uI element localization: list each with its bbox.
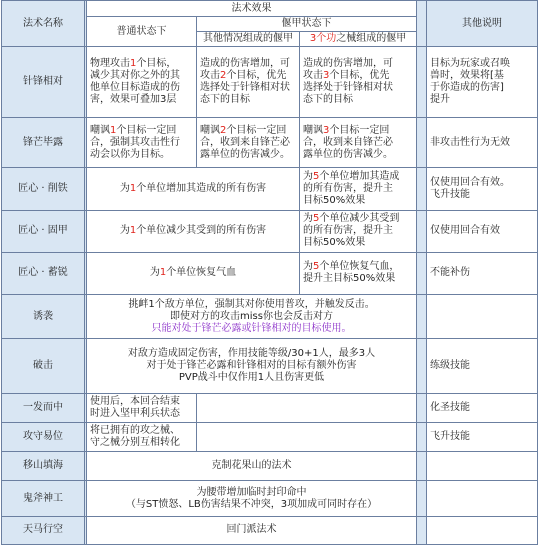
text-fragment: 个目标，优先 bbox=[226, 70, 287, 82]
count-highlight: 5 bbox=[313, 170, 320, 182]
spell-note bbox=[427, 423, 538, 452]
count-highlight: 1 bbox=[110, 124, 117, 136]
text-line bbox=[90, 425, 193, 437]
text-line bbox=[303, 149, 413, 161]
text-fragment: 提升 bbox=[430, 94, 451, 106]
text-line bbox=[90, 70, 193, 82]
text-line bbox=[90, 460, 413, 472]
spell-row bbox=[2, 452, 538, 481]
text-fragment: 合，收到来自锋芒必 bbox=[303, 136, 393, 148]
effect-all-states bbox=[87, 339, 417, 393]
text-fragment: 目标50%效果 bbox=[303, 237, 366, 249]
text-line bbox=[303, 183, 413, 195]
gap-column bbox=[417, 295, 427, 339]
text-line bbox=[430, 177, 534, 189]
text-fragment: 露单位的伤害减少。 bbox=[303, 148, 393, 160]
count-highlight: 1 bbox=[129, 182, 137, 194]
text-line bbox=[303, 195, 413, 207]
spell-note bbox=[427, 47, 538, 118]
text-line bbox=[90, 58, 193, 70]
text-line bbox=[90, 360, 413, 372]
text-line bbox=[303, 261, 413, 273]
text-fragment: 为 bbox=[303, 213, 313, 225]
effect-combo3 bbox=[300, 47, 417, 118]
effect-normal-and-other bbox=[87, 252, 300, 294]
text-fragment: 动会以你为目标。 bbox=[90, 148, 170, 160]
spell-note bbox=[427, 452, 538, 481]
gap-column bbox=[417, 210, 427, 252]
spell-note bbox=[427, 168, 538, 210]
spell-name: 移山填海 bbox=[2, 452, 85, 481]
header-combo-state: 偃甲状态下 bbox=[197, 17, 417, 32]
spell-note bbox=[427, 117, 538, 167]
spell-row bbox=[2, 423, 538, 452]
spell-row bbox=[2, 516, 538, 544]
spell-note bbox=[427, 393, 538, 422]
text-line bbox=[430, 94, 534, 106]
text-fragment: 于你造成的伤害] bbox=[430, 82, 504, 94]
text-fragment: 对于处于锋芒必露和针锋相对的目标有额外伤害 bbox=[146, 360, 357, 372]
spell-note bbox=[427, 295, 538, 339]
text-line bbox=[303, 58, 413, 70]
text-fragment: 为 bbox=[119, 225, 130, 237]
text-fragment: 造成的伤害增加，可 bbox=[200, 58, 290, 70]
spell-note bbox=[427, 210, 538, 252]
text-line bbox=[430, 58, 534, 70]
text-fragment: 嘲讽 bbox=[90, 124, 110, 136]
text-fragment: 嘲讽 bbox=[303, 124, 323, 136]
gap-column bbox=[417, 252, 427, 294]
count-highlight: 2 bbox=[220, 124, 227, 136]
text-line bbox=[90, 323, 413, 335]
text-line bbox=[303, 171, 413, 183]
text-line bbox=[90, 396, 193, 408]
text-fragment: 个目标一定回 bbox=[116, 124, 177, 136]
spell-table bbox=[1, 0, 538, 545]
text-line bbox=[90, 225, 296, 237]
effect-other-puppet bbox=[197, 117, 300, 167]
text-line bbox=[430, 402, 534, 414]
gap-column bbox=[417, 339, 427, 393]
effect-empty bbox=[197, 423, 417, 452]
effect-normal bbox=[87, 117, 197, 167]
header-combo3-count: 3个功 bbox=[309, 33, 337, 45]
text-line bbox=[200, 82, 296, 94]
text-line bbox=[430, 360, 534, 372]
text-fragment: 为腰带增加临时封印命中 bbox=[196, 486, 307, 498]
gap-column bbox=[417, 1, 427, 47]
text-fragment: 嘲讽 bbox=[200, 124, 220, 136]
text-line bbox=[430, 267, 534, 279]
text-fragment: 合，强制其攻击性行 bbox=[90, 136, 180, 148]
text-fragment: 攻击 bbox=[200, 70, 220, 82]
header-effect: 法术效果 bbox=[87, 1, 417, 17]
effect-combo3 bbox=[300, 168, 417, 210]
count-highlight: 1 bbox=[159, 267, 167, 279]
text-fragment: 时进入坚甲利兵状态 bbox=[90, 407, 180, 419]
count-highlight: 1 bbox=[129, 225, 137, 237]
text-fragment: 非攻击性行为无效 bbox=[430, 136, 511, 148]
text-line bbox=[90, 437, 193, 449]
text-line bbox=[90, 149, 193, 161]
text-line bbox=[200, 58, 296, 70]
text-fragment: 兽时，效果将[基 bbox=[430, 70, 504, 82]
text-fragment: 提升主目标50%效果 bbox=[303, 273, 396, 285]
effect-normal bbox=[87, 47, 197, 118]
text-line bbox=[90, 487, 413, 499]
text-fragment: 仅使用回合有效。 bbox=[430, 176, 511, 188]
text-line bbox=[430, 431, 534, 443]
spell-row bbox=[2, 252, 538, 294]
text-fragment: 对敌方造成固定伤害，作用技能等级/30+1人，最多3人 bbox=[127, 348, 376, 360]
gap-column bbox=[417, 516, 427, 544]
header-row-1 bbox=[2, 1, 538, 17]
text-line bbox=[303, 125, 413, 137]
count-highlight: 3 bbox=[323, 124, 330, 136]
text-fragment: 克制花果山的法术 bbox=[211, 460, 292, 472]
text-fragment: 个单位减少其受到的所有伤害 bbox=[136, 225, 267, 237]
text-fragment: 选择处于针锋相对状 bbox=[200, 82, 290, 94]
text-line bbox=[90, 183, 296, 195]
text-fragment: 回门派法术 bbox=[226, 524, 277, 536]
text-fragment: 飞升技能 bbox=[430, 188, 471, 200]
text-line bbox=[90, 348, 413, 360]
gap-column bbox=[417, 452, 427, 481]
count-highlight: 3 bbox=[323, 70, 330, 82]
spell-row bbox=[2, 210, 538, 252]
text-line bbox=[200, 94, 296, 106]
count-highlight: 5 bbox=[313, 261, 320, 273]
text-line bbox=[430, 82, 534, 94]
text-line bbox=[90, 137, 193, 149]
text-line bbox=[430, 137, 534, 149]
text-line bbox=[430, 225, 534, 237]
text-fragment: 飞升技能 bbox=[430, 431, 471, 443]
text-line bbox=[90, 82, 193, 94]
text-fragment: 目标50%效果 bbox=[303, 194, 366, 206]
text-line bbox=[303, 237, 413, 249]
text-fragment: 为 bbox=[303, 170, 313, 182]
effect-combo3 bbox=[300, 252, 417, 294]
effect-all-states bbox=[87, 516, 417, 544]
spell-row bbox=[2, 168, 538, 210]
spell-row bbox=[2, 339, 538, 393]
text-fragment: 不能补伤 bbox=[430, 267, 471, 279]
text-line bbox=[90, 94, 193, 106]
text-fragment: 露单位的伤害减少。 bbox=[200, 148, 290, 160]
header-normal-state: 普通状态下 bbox=[87, 17, 197, 47]
header-notes: 其他说明 bbox=[427, 1, 538, 47]
spell-row bbox=[2, 295, 538, 339]
spell-name: 鬼斧神工 bbox=[2, 481, 85, 516]
effect-all-states bbox=[87, 452, 417, 481]
effect-normal bbox=[87, 393, 197, 422]
text-line bbox=[90, 311, 413, 323]
spell-name: 破击 bbox=[2, 339, 85, 393]
text-line bbox=[303, 70, 413, 82]
text-fragment: 的所有伤害，提升主 bbox=[303, 225, 393, 237]
text-fragment: PVP战斗中仅作用1人且伤害更低 bbox=[178, 372, 325, 384]
text-line bbox=[303, 137, 413, 149]
spell-name: 针锋相对 bbox=[2, 47, 85, 118]
effect-other-puppet bbox=[197, 47, 300, 118]
header-combo3-text: 之械组成的偃甲 bbox=[336, 33, 407, 45]
text-fragment: 他单位目标造成的伤 bbox=[90, 82, 180, 94]
text-fragment: 为 bbox=[303, 261, 313, 273]
text-fragment: 造成的伤害增加，可 bbox=[303, 58, 393, 70]
spell-note bbox=[427, 516, 538, 544]
text-line bbox=[200, 125, 296, 137]
text-fragment: 减少其对你之外的其 bbox=[90, 70, 180, 82]
text-fragment: 为 bbox=[149, 267, 160, 279]
header-other-puppet: 其他情况组成的偃甲 bbox=[197, 32, 300, 47]
text-line bbox=[303, 225, 413, 237]
text-fragment: 态下的目标 bbox=[200, 94, 250, 106]
text-fragment: 练级技能 bbox=[430, 360, 471, 372]
text-fragment: 个单位恢复气血 bbox=[166, 267, 237, 279]
gap-column bbox=[417, 168, 427, 210]
effect-normal bbox=[87, 423, 197, 452]
text-line bbox=[90, 408, 193, 420]
header-combo3 bbox=[300, 32, 417, 47]
text-fragment: 害，效果可叠加3层 bbox=[90, 94, 177, 106]
spell-note bbox=[427, 252, 538, 294]
spell-note bbox=[427, 339, 538, 393]
text-line bbox=[90, 524, 413, 536]
text-fragment: 个目标，优先 bbox=[329, 70, 390, 82]
text-line bbox=[303, 94, 413, 106]
spell-name: 一发而中 bbox=[2, 393, 85, 422]
text-line bbox=[303, 273, 413, 285]
text-fragment: 物理攻击 bbox=[90, 58, 130, 70]
count-highlight: 1 bbox=[130, 58, 137, 70]
text-fragment: 即使对方的攻击miss你也会反击对方 bbox=[170, 310, 333, 322]
gap-column bbox=[417, 423, 427, 452]
text-line bbox=[200, 137, 296, 149]
text-fragment: 使用后，本回合结束 bbox=[90, 395, 180, 407]
text-fragment: 个单位增加其造成 bbox=[319, 170, 400, 182]
text-fragment: 目标为玩家或召唤 bbox=[430, 58, 511, 70]
text-line bbox=[90, 267, 296, 279]
gap-column bbox=[417, 47, 427, 118]
text-fragment: 仅使用回合有效 bbox=[430, 225, 501, 237]
spell-name: 匠心 · 削铁 bbox=[2, 168, 85, 210]
text-fragment: 攻击 bbox=[303, 70, 323, 82]
text-fragment: 选择处于针锋相对状 bbox=[303, 82, 393, 94]
text-fragment: 个单位恢复气血， bbox=[319, 261, 400, 273]
spell-row bbox=[2, 117, 538, 167]
text-line bbox=[90, 499, 413, 511]
text-fragment: 合，收到来自锋芒必 bbox=[200, 136, 290, 148]
gap-column bbox=[417, 481, 427, 516]
spell-name: 天马行空 bbox=[2, 516, 85, 544]
effect-all-states bbox=[87, 295, 417, 339]
text-line bbox=[90, 299, 413, 311]
text-fragment: 个单位减少其受到 bbox=[319, 213, 400, 225]
spell-note bbox=[427, 481, 538, 516]
restriction-note: 只能对处于锋芒必露或针锋相对的目标使用。 bbox=[151, 322, 352, 334]
text-line bbox=[90, 372, 413, 384]
effect-all-states bbox=[87, 481, 417, 516]
text-fragment: 将已拥有的攻之械、 bbox=[90, 425, 180, 437]
text-fragment: （与ST愤怒、LB伤害结果不冲突，3项加成可同时存在） bbox=[125, 498, 378, 510]
spell-name: 诱袭 bbox=[2, 295, 85, 339]
spell-name: 匠心 · 固甲 bbox=[2, 210, 85, 252]
header-spell-name: 法术名称 bbox=[2, 1, 85, 47]
text-fragment: 个目标一定回 bbox=[226, 124, 287, 136]
count-highlight: 2 bbox=[220, 70, 227, 82]
effect-combo3 bbox=[300, 117, 417, 167]
count-highlight: 5 bbox=[313, 213, 320, 225]
text-line bbox=[200, 149, 296, 161]
spell-name: 攻守易位 bbox=[2, 423, 85, 452]
text-fragment: 个目标一定回 bbox=[329, 124, 390, 136]
effect-normal-and-other bbox=[87, 168, 300, 210]
text-line bbox=[303, 82, 413, 94]
spell-row bbox=[2, 481, 538, 516]
text-fragment: 个单位增加其造成的所有伤害 bbox=[136, 182, 267, 194]
text-line bbox=[430, 189, 534, 201]
text-line bbox=[200, 70, 296, 82]
effect-normal-and-other bbox=[87, 210, 300, 252]
spell-row bbox=[2, 47, 538, 118]
effect-empty bbox=[197, 393, 417, 422]
text-fragment: 个目标， bbox=[136, 58, 177, 70]
text-fragment: 态下的目标 bbox=[303, 94, 353, 106]
effect-combo3 bbox=[300, 210, 417, 252]
text-fragment: 挑衅1个敌方单位，强制其对你使用普攻，并触发反击。 bbox=[128, 298, 375, 310]
text-fragment: 化圣技能 bbox=[430, 401, 471, 413]
gap-column bbox=[417, 393, 427, 422]
gap-column bbox=[417, 117, 427, 167]
text-fragment: 为 bbox=[119, 182, 130, 194]
text-line bbox=[90, 125, 193, 137]
text-line bbox=[303, 213, 413, 225]
text-line bbox=[430, 70, 534, 82]
text-fragment: 的所有伤害，提升主 bbox=[303, 182, 393, 194]
text-fragment: 守之械分别互相转化 bbox=[90, 437, 180, 449]
spell-name: 匠心 · 蓄锐 bbox=[2, 252, 85, 294]
spell-name: 锋芒毕露 bbox=[2, 117, 85, 167]
spell-row bbox=[2, 393, 538, 422]
